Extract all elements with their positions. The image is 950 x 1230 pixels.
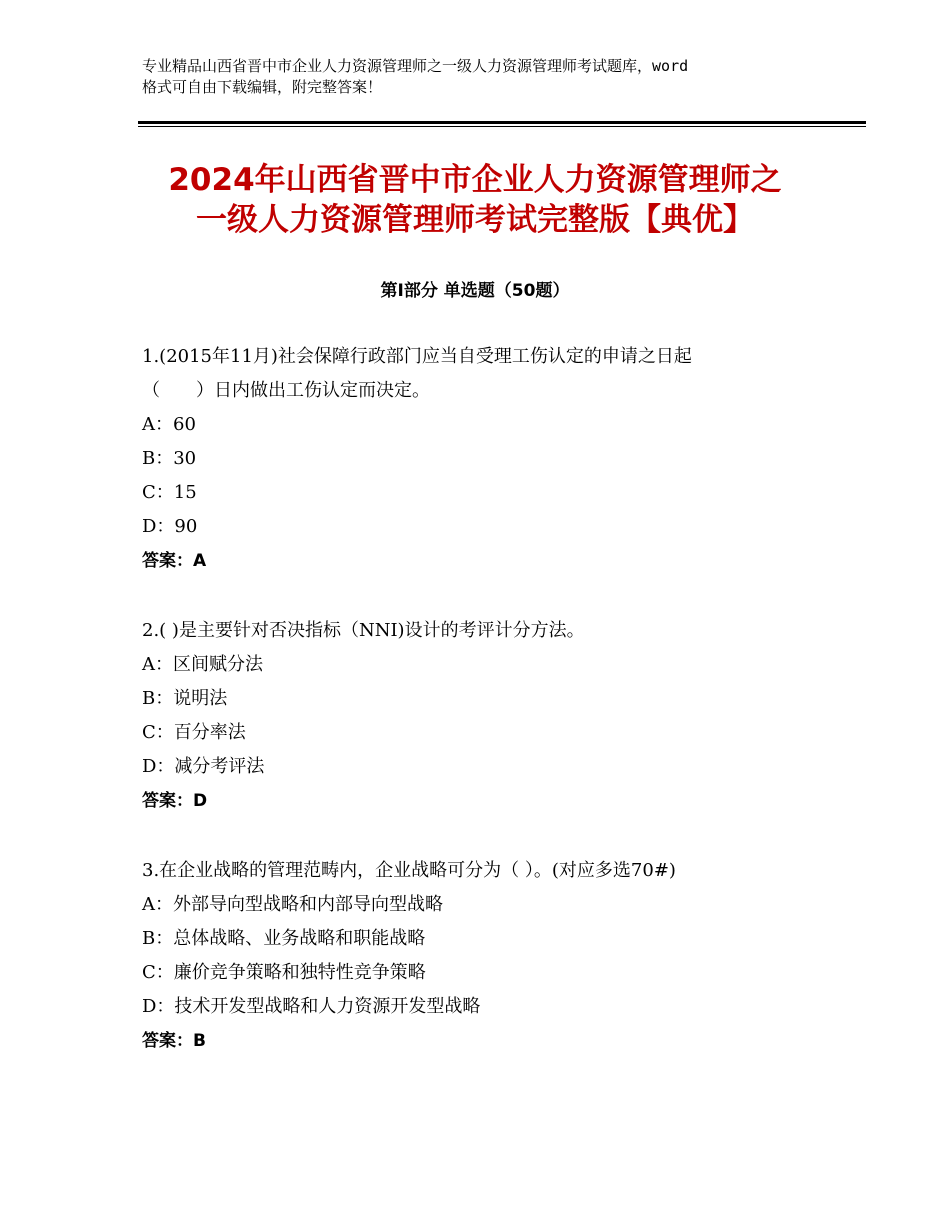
- question-1: [142, 340, 842, 578]
- header-divider-thin: [138, 126, 866, 127]
- question-2: [142, 614, 842, 818]
- question-stem-line-1: 2.( )是主要针对否决指标（NNI)设计的考评计分方法。: [142, 620, 585, 641]
- title-line-1: 2024年山西省晋中市企业人力资源管理师之: [168, 162, 782, 198]
- section-heading: 第Ⅰ部分 单选题（50题）: [380, 281, 570, 301]
- option-a: A：区间赋分法: [142, 654, 263, 675]
- header-note: [142, 56, 842, 98]
- question-3: [142, 854, 842, 1058]
- question-stem-line-2: （ ）日内做出工伤认定而决定。: [142, 380, 430, 401]
- title-line-2: 一级人力资源管理师考试完整版【典优】: [196, 202, 754, 238]
- option-b: B：说明法: [142, 688, 228, 709]
- answer: 答案：D: [142, 791, 208, 811]
- option-b: B：总体战略、业务战略和职能战略: [142, 928, 426, 949]
- question-stem-line-1: 1.(2015年11月)社会保障行政部门应当自受理工伤认定的申请之日起: [142, 346, 692, 367]
- option-c: C：廉价竞争策略和独特性竞争策略: [142, 962, 426, 983]
- option-a: A：外部导向型战略和内部导向型战略: [142, 894, 443, 915]
- answer: 答案：A: [142, 551, 207, 571]
- option-c: C：15: [142, 482, 197, 503]
- option-a: A：60: [142, 414, 196, 435]
- question-stem-line-1: 3.在企业战略的管理范畴内，企业战略可分为（ ）。(对应多选70#): [142, 860, 676, 881]
- header-note-line-1: 专业精品山西省晋中市企业人力资源管理师之一级人力资源管理师考试题库，word: [142, 57, 689, 75]
- answer: 答案：B: [142, 1031, 206, 1051]
- document-title: [100, 160, 850, 240]
- header-note-line-2: 格式可自由下载编辑，附完整答案！: [142, 78, 383, 96]
- header-divider-thick: [138, 121, 866, 124]
- option-c: C：百分率法: [142, 722, 246, 743]
- option-d: D：减分考评法: [142, 756, 265, 777]
- option-b: B：30: [142, 448, 197, 469]
- option-d: D：技术开发型战略和人力资源开发型战略: [142, 996, 481, 1017]
- option-d: D：90: [142, 516, 198, 537]
